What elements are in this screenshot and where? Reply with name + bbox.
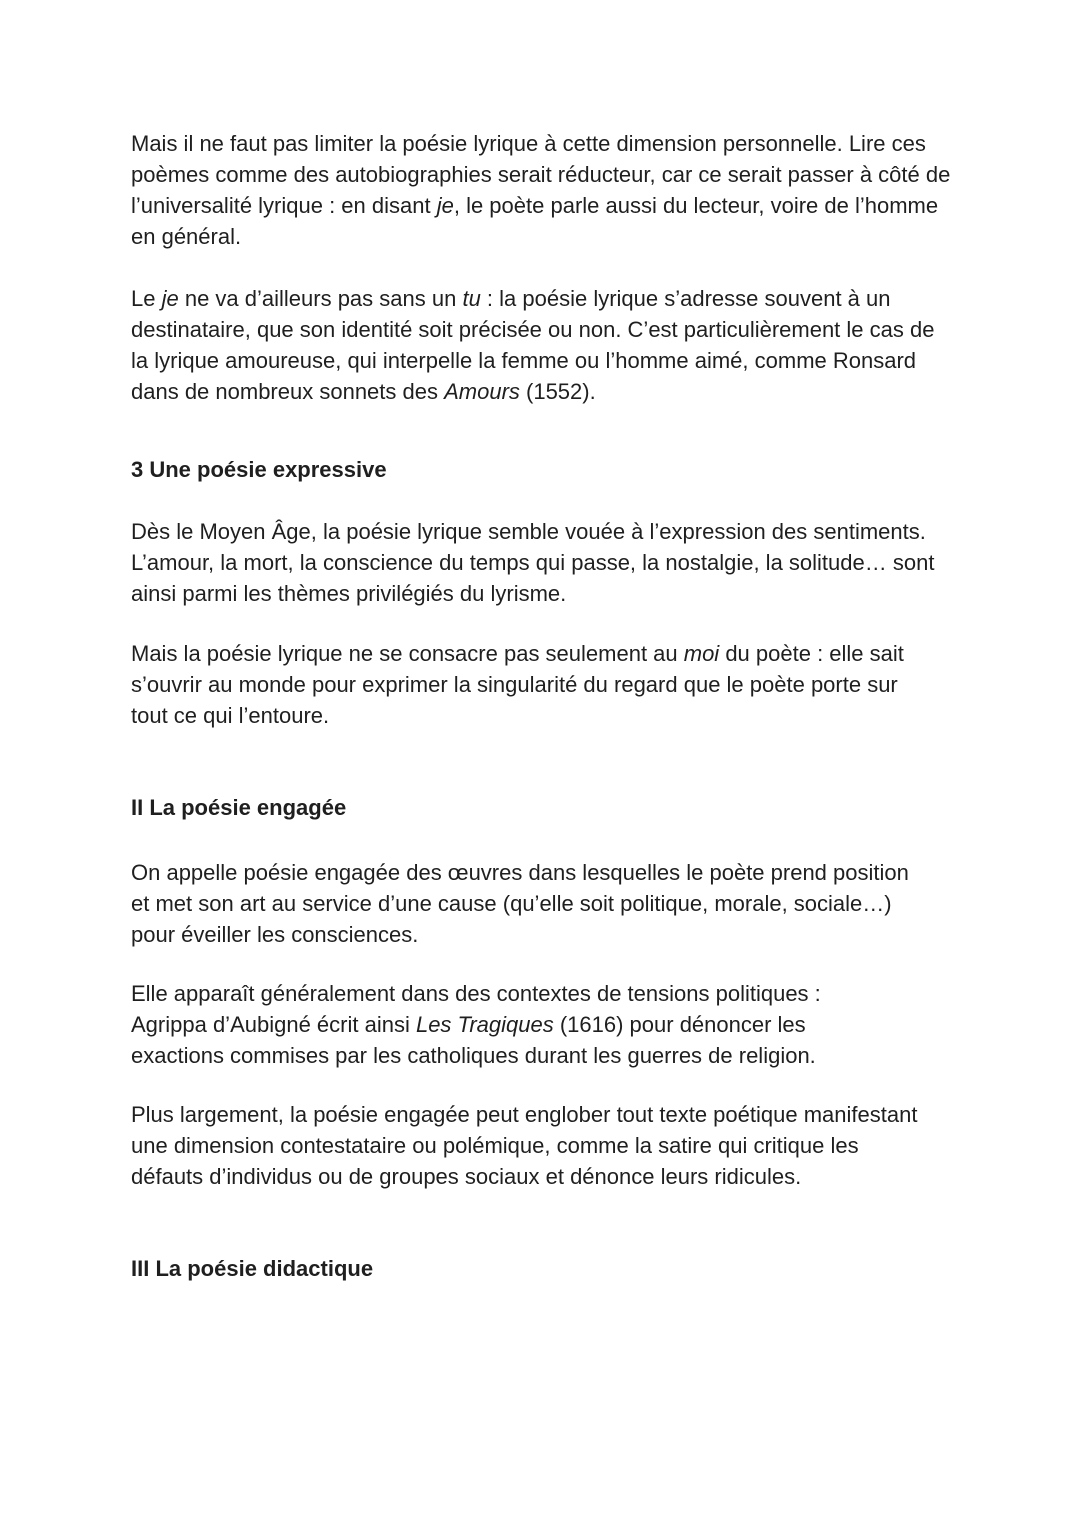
paragraph-tragiques: Elle apparaît généralement dans des contextes de tensions politiques : Agrippa d’Aubigné écrit ainsi Les Tragiques (1616) pour dénoncer les exactions commises par les catholiques durant les guerres de religion. <box>131 981 821 1068</box>
paragraph-lyric-universality: Mais il ne faut pas limiter la poésie lyrique à cette dimension personnelle. Lire ces poèmes comme des autobiographies serait réducteur, car ce serait passer à côté de l’universalité lyrique : en disant je, le poète parle aussi du lecteur, voire de l’homme en général. <box>131 131 951 249</box>
paragraph-satire: Plus largement, la poésie engagée peut englober tout texte poétique manifestant une dimension contestataire ou polémique, comme la satire qui critique les défauts d’individus ou de groupes sociaux et dénonce leurs ridicules. <box>131 1102 918 1189</box>
paragraph-moi: Mais la poésie lyrique ne se consacre pas seulement au moi du poète : elle sait s’ouvrir au monde pour exprimer la singularité du regard que le poète porte sur tout ce qui l’entoure. <box>131 641 904 728</box>
document-page <box>131 128 961 1284</box>
heading-expressive: 3 Une poésie expressive <box>131 457 387 482</box>
paragraph-je-tu: Le je ne va d’ailleurs pas sans un tu : la poésie lyrique s’adresse souvent à un destinataire, que son identité soit précisée ou non. C’est particulièrement le cas de la lyrique amoureuse, qui interpelle la femme ou l’homme aimé, comme Ronsard dans de nombreux sonnets des Amours (1552). <box>131 286 935 404</box>
heading-didactique: III La poésie didactique <box>131 1256 374 1281</box>
paragraph-expression-sentiments: Dès le Moyen Âge, la poésie lyrique semble vouée à l’expression des sentiments. L’amour, la mort, la conscience du temps qui passe, la nostalgie, la solitude… sont ainsi parmi les thèmes privilégiés du lyrisme. <box>131 519 935 606</box>
heading-engagee: II La poésie engagée <box>131 795 347 820</box>
paragraph-engagee-definition: On appelle poésie engagée des œuvres dans lesquelles le poète prend position et met son art au service d’une cause (qu’elle soit politique, morale, sociale…) pour éveiller les consciences. <box>131 860 909 947</box>
